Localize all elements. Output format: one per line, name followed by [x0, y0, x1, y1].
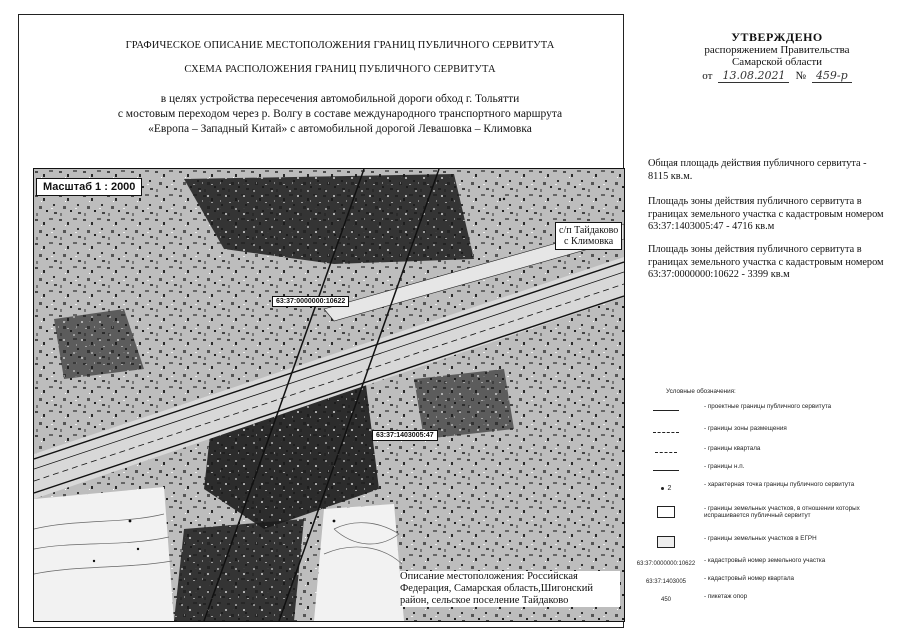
road-sign-label	[555, 222, 622, 250]
dashed-line-symbol	[636, 424, 696, 440]
approval-heading: УТВЕРЖДЕНО	[731, 30, 823, 44]
date-prefix: от	[702, 69, 713, 82]
legend-text: - характерная точка границы публичного сервитута	[704, 481, 855, 488]
scale-label: Масштаб 1 : 2000	[36, 178, 142, 196]
legend-text: - проектные границы публичного сервитута	[704, 403, 832, 410]
parcel-label-47: 63:37:1403005:47	[372, 430, 438, 441]
purpose-line-2: с мостовым переходом через р. Волгу в составе международного транспортного маршрута	[117, 108, 563, 120]
approval-line-1: распоряжением Правительства	[704, 43, 850, 56]
road-sign-line-1: с/п Тайдаково	[559, 225, 619, 236]
approval-date: 13.08.2021	[718, 70, 789, 84]
legend-text: - границы н.п.	[704, 463, 745, 470]
legend-text: - кадастровый номер квартала	[704, 575, 795, 582]
legend-item	[636, 444, 896, 464]
scheme-title: СХЕМА РАСПОЛОЖЕНИЯ ГРАНИЦ ПУБЛИЧНОГО СЕРВИТУТА	[184, 64, 496, 75]
document-title: ГРАФИЧЕСКОЕ ОПИСАНИЕ МЕСТОПОЛОЖЕНИЯ ГРАНИЦ ПУБЛИЧНОГО СЕРВИТУТА	[125, 40, 555, 51]
solid-line-symbol	[636, 402, 696, 418]
area-parcel-47-text: Площадь зоны действия публичного сервитута в границах земельного участка с кадастровым номером 63:37:1403005:47 - 4716 кв.м	[648, 196, 884, 232]
legend-text: - границы квартала	[704, 445, 761, 452]
purpose-line-1: в целях устройства пересечения автомобильной дороги обход г. Тольятти	[160, 93, 520, 105]
map-graphic	[34, 169, 624, 621]
cadastral-number-symbol: 63:37:0000000:10622	[636, 561, 696, 567]
area-parcel-10622-text: Площадь зоны действия публичного сервитута в границах земельного участка с кадастровым номером 63:37:0000000:10622 - 3399 кв.м	[648, 244, 884, 280]
total-area-text: Общая площадь действия публичного сервитута - 8115 кв.м.	[648, 158, 867, 182]
legend-item	[636, 402, 896, 422]
legend-item	[636, 556, 896, 576]
legend-item	[636, 592, 896, 612]
pole-symbol: 450	[660, 597, 671, 603]
legend-item	[636, 424, 896, 444]
approval-number: 459-р	[812, 70, 852, 84]
satellite-map	[33, 168, 625, 622]
legend-text: - пикетаж опор	[704, 593, 748, 600]
purpose-text	[60, 92, 620, 137]
legend-item	[636, 480, 896, 500]
outline-box-symbol	[636, 504, 696, 520]
legend-text: - кадастровый номер земельного участка	[704, 557, 826, 564]
legend-text: - границы земельных участков в ЕГРН	[704, 535, 817, 542]
location-description: Описание местоположения: Российская Федерация, Самарская область,Шигонский район, сельское поселение Тайдаково	[400, 571, 620, 607]
legend-title: Условные обозначения:	[666, 388, 736, 395]
approval-date-line	[672, 70, 882, 84]
legend-item	[636, 504, 896, 524]
approval-block	[672, 31, 882, 83]
legend-text: - границы земельных участков, в отношении которых испрашивается публичный сервитут	[704, 505, 860, 519]
quarter-number-symbol: 63:37:1403005	[645, 579, 687, 585]
approval-line-2: Самарской области	[731, 56, 823, 68]
dash-dot-line-symbol	[636, 444, 696, 460]
point-symbol: 2	[636, 480, 696, 496]
thin-line-symbol	[636, 462, 696, 478]
number-prefix: №	[795, 69, 806, 82]
legend-item	[636, 574, 896, 594]
purpose-line-3: «Европа – Западный Китай» с автомобильной дорогой Левашовка – Климовка	[148, 123, 532, 135]
filled-box-symbol	[636, 534, 696, 550]
legend-text: - границы зоны размещения	[704, 425, 787, 432]
legend-item	[636, 462, 896, 482]
legend-item	[636, 534, 896, 554]
road-sign-line-2: с Климовка	[564, 236, 614, 247]
parcel-label-10622: 63:37:0000000:10622	[272, 296, 349, 307]
